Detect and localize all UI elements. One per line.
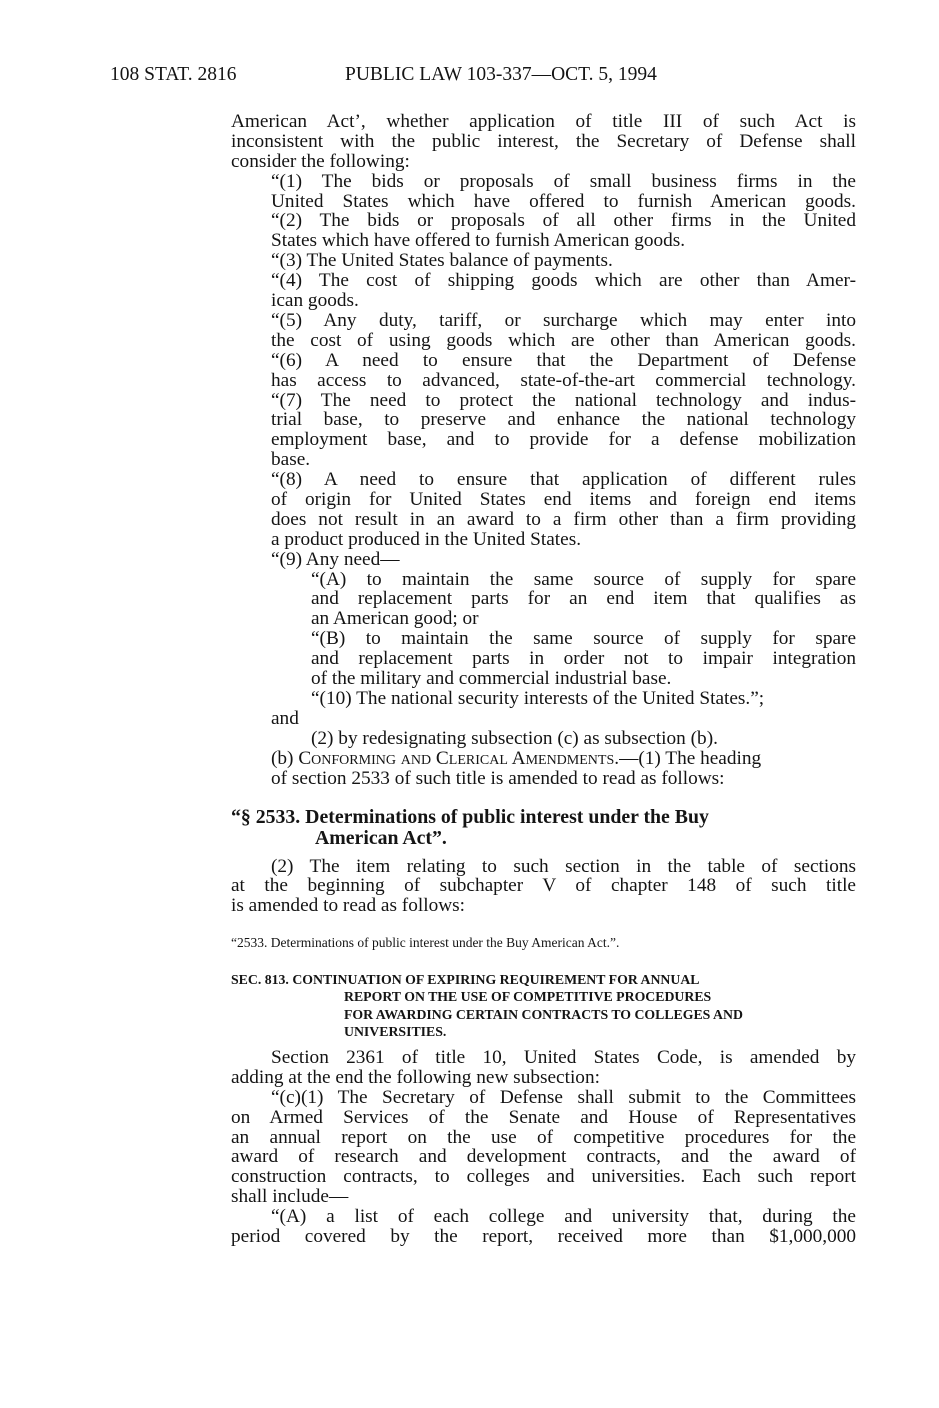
section-heading-line: American Act”. xyxy=(315,826,447,849)
running-title: PUBLIC LAW 103-337—OCT. 5, 1994 xyxy=(345,64,657,85)
text-line: award of research and development contracts, and the award of xyxy=(231,1147,856,1168)
text-line: States which have offered to furnish American goods. xyxy=(271,230,686,252)
spacer xyxy=(231,849,856,857)
section-heading-line: “§ 2533. Determinations of public interest under the Buy xyxy=(231,805,709,828)
section-heading-line: UNIVERSITIES. xyxy=(344,1023,447,1039)
page-number: 108 STAT. 2816 xyxy=(110,64,237,85)
text-line: employment base, and to provide for a defense mobilization xyxy=(271,430,856,451)
text-line: period covered by the report, received more than $1,000,000 xyxy=(231,1227,856,1247)
text-line: “(9) Any need— xyxy=(271,548,400,570)
text-line: “(5) Any duty, tariff, or surcharge which may enter into xyxy=(271,310,856,331)
section-heading-line: REPORT ON THE USE OF COMPETITIVE PROCEDURES xyxy=(344,989,712,1005)
text-line: “(6) A need to ensure that the Department of Defense xyxy=(271,350,856,371)
text-line: trial base, to preserve and enhance the national technology xyxy=(271,410,856,431)
text-line: shall include— xyxy=(231,1186,349,1208)
section-heading-line: SEC. 813. CONTINUATION OF EXPIRING REQUIREMENT FOR ANNUAL xyxy=(231,972,700,988)
text-line: “(A) a list of each college and university that, during the xyxy=(271,1207,856,1228)
table-of-sections-item: “2533. Determinations of public interest under the Buy American Act.”. xyxy=(231,935,620,951)
text-line: (2) The item relating to such section in the table of sections xyxy=(271,856,856,877)
text-line xyxy=(231,749,856,769)
text-line: “(4) The cost of shipping goods which are other than Amer- xyxy=(271,271,856,292)
text-line: the cost of using goods which are other than American goods. xyxy=(271,330,856,351)
running-header xyxy=(110,64,870,90)
text-line: and replacement parts in order not to impair integration xyxy=(311,649,856,670)
text-line: and replacement parts for an end item that qualifies as xyxy=(311,589,856,610)
text-line: “(1) The bids or proposals of small business firms in the xyxy=(271,171,856,192)
text-line: ican goods. xyxy=(271,290,359,312)
text-line: does not result in an award to a firm other than a firm providing xyxy=(271,509,856,530)
text-line: adding at the end the following new subsection: xyxy=(231,1066,600,1088)
text-line: and xyxy=(271,707,299,729)
text-line: “(10) The national security interests of the United States.”; xyxy=(311,687,765,709)
section-813-heading xyxy=(231,971,856,1040)
text-line: of the military and commercial industrial base. xyxy=(311,668,672,690)
section-heading-line: FOR AWARDING CERTAIN CONTRACTS TO COLLEGES AND xyxy=(344,1006,743,1022)
text-line: “(2) The bids or proposals of all other firms in the United xyxy=(271,211,856,232)
text-line: of origin for United States end items and foreign end items xyxy=(271,490,856,510)
text-line: (2) by redesignating subsection (c) as subsection (b). xyxy=(311,727,718,749)
text-line: “(B) to maintain the same source of supply for spare xyxy=(311,629,856,650)
text-line: Section 2361 of title 10, United States Code, is amended by xyxy=(271,1048,856,1068)
subsection-label: (b) xyxy=(271,747,299,769)
text-line: American Act’, whether application of title III of such Act is xyxy=(231,112,856,132)
text-line: “(8) A need to ensure that application of different rules xyxy=(271,470,856,490)
text-line: construction contracts, to colleges and universities. Each such report xyxy=(231,1167,856,1188)
section-heading xyxy=(231,807,856,849)
subsection-heading: Conforming and Clerical Amendments xyxy=(298,747,615,769)
text-line: “(A) to maintain the same source of supply for spare xyxy=(311,569,856,590)
text-line: is amended to read as follows: xyxy=(231,895,465,917)
text-line: “(3) The United States balance of payments. xyxy=(271,250,613,272)
text-line: United States which have offered to furnish American goods. xyxy=(271,191,856,212)
text-line: an American good; or xyxy=(311,608,479,630)
text-line: “(7) The need to protect the national technology and indus- xyxy=(271,390,856,411)
text-line: at the beginning of subchapter V of chapter 148 of such title xyxy=(231,876,856,897)
text-line: base. xyxy=(271,449,311,471)
subsection-text: .—(1) The heading xyxy=(614,747,762,769)
text-line: of section 2533 of such title is amended to read as follows: xyxy=(271,767,725,789)
text-line: has access to advanced, state-of-the-art commercial technology. xyxy=(271,370,856,391)
text-line: “(c)(1) The Secretary of Defense shall submit to the Committees xyxy=(271,1087,856,1108)
spacer xyxy=(231,1040,856,1048)
text-line: a product produced in the United States. xyxy=(271,528,582,550)
text-line: on Armed Services of the Senate and House of Representatives xyxy=(231,1107,856,1128)
text-line: consider the following: xyxy=(231,150,410,172)
text-line: inconsistent with the public interest, the Secretary of Defense shall xyxy=(231,131,856,152)
text-line: an annual report on the use of competitive procedures for the xyxy=(231,1127,856,1148)
document-body xyxy=(231,112,856,1247)
